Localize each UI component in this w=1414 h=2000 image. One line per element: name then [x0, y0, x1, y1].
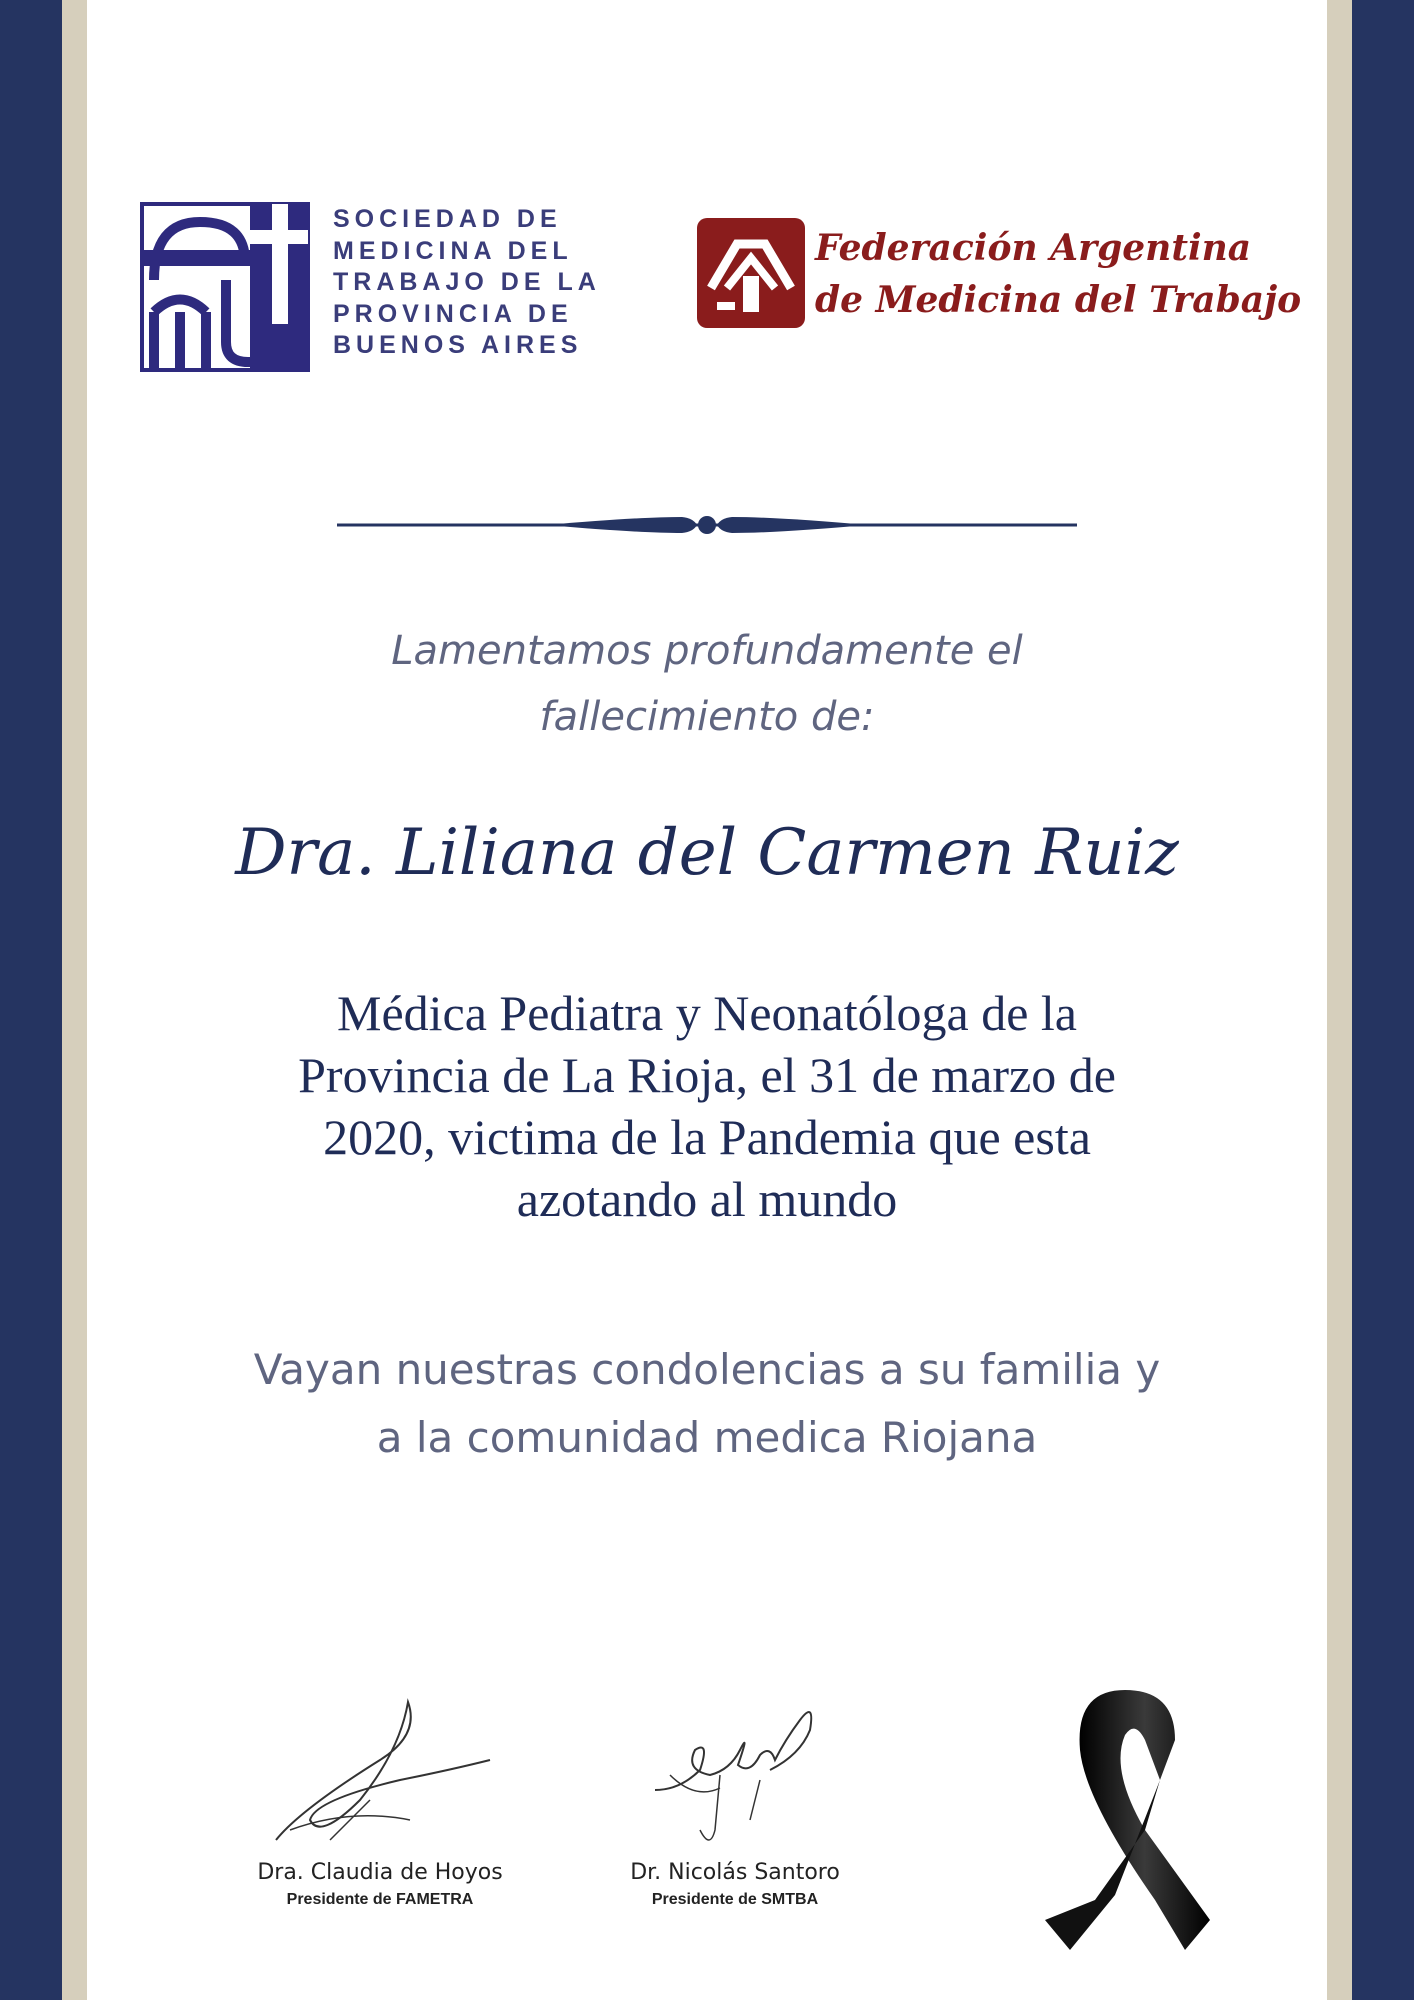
fametra-logo-text [815, 222, 1301, 326]
fametra-logo-line1: Federación Argentina [815, 227, 1252, 269]
condolence-line2: a la comunidad medica Riojana [376, 1413, 1038, 1462]
description-line: 2020, victima de la Pandemia que esta [323, 1109, 1091, 1165]
smt-logo-line: SOCIEDAD DE [333, 205, 562, 233]
signatory-name: Dr. Nicolás Santoro [630, 1860, 840, 1885]
condolences-text [200, 1336, 1214, 1472]
fametra-logo-icon [697, 218, 805, 328]
smt-logo-line: BUENOS AIRES [333, 331, 583, 359]
description-line: Médica Pediatra y Neonatóloga de la [337, 985, 1077, 1041]
description-line: Provincia de La Rioja, el 31 de marzo de [298, 1047, 1116, 1103]
signature-block-fametra [240, 1690, 520, 1909]
intro-line1: Lamentamos profundamente el [391, 628, 1023, 674]
mourning-ribbon-icon [1035, 1680, 1215, 1960]
smt-logo-line: MEDICINA DEL [333, 236, 573, 265]
description [200, 982, 1214, 1230]
smt-logo-text [333, 204, 601, 362]
intro-text [0, 618, 1414, 750]
deceased-name: Dra. Liliana del Carmen Ruiz [235, 816, 1179, 890]
signature-block-smtba [600, 1680, 870, 1909]
smt-logo-line: TRABAJO DE LA [333, 268, 601, 296]
condolence-line1: Vayan nuestras condolencias a su familia y [253, 1345, 1161, 1394]
smt-logo-line: PROVINCIA DE [333, 299, 573, 328]
signatory-role: Presidente de SMTBA [651, 1891, 819, 1908]
intro-line2: fallecimiento de: [539, 694, 875, 740]
signature-icon [600, 1680, 870, 1860]
signatory-role: Presidente de FAMETRA [286, 1891, 474, 1908]
signature-icon [240, 1690, 520, 1860]
ornament-divider [337, 508, 1077, 542]
description-line: azotando al mundo [516, 1171, 898, 1227]
signatory-name: Dra. Claudia de Hoyos [257, 1860, 503, 1885]
smt-logo-icon [140, 202, 310, 372]
fametra-logo-line2: de Medicina del Trabajo [815, 279, 1302, 321]
